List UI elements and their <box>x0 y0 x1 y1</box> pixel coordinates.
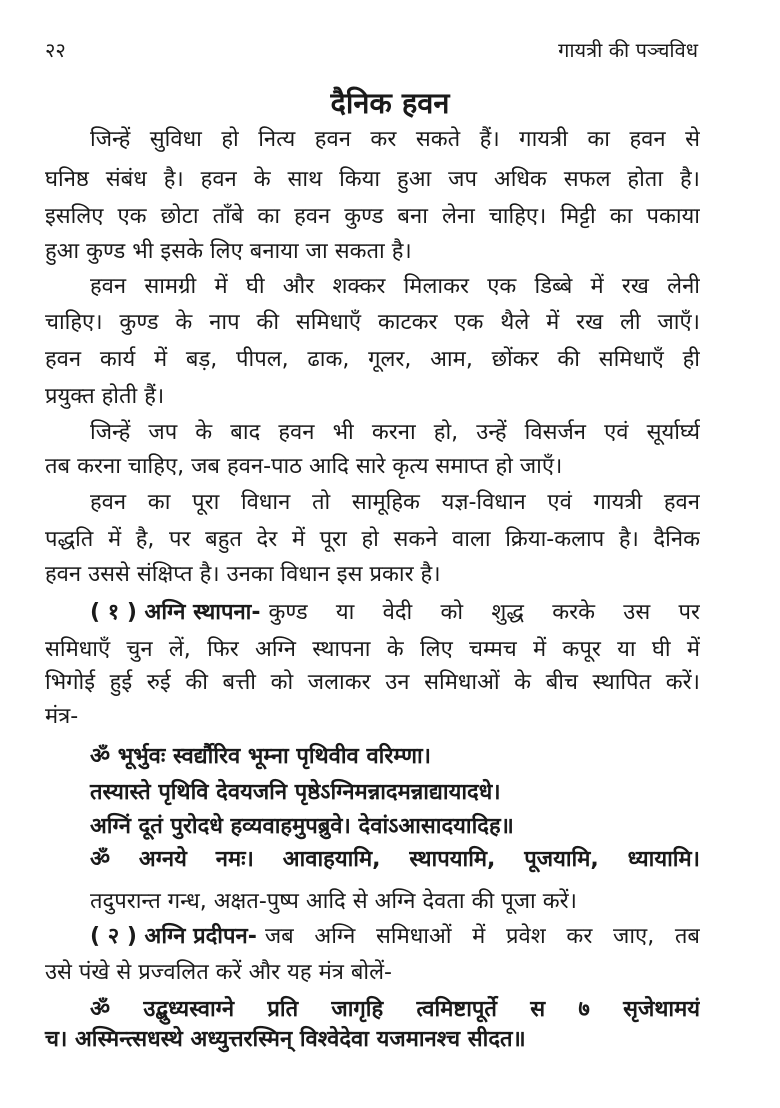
text-line: भिगोई हुई रुई की बत्ती को जलाकर उन समिधाओं के बीच स्थापित करें। <box>45 670 700 695</box>
text-line: हवन उससे संक्षिप्त है। उनका विधान इस प्रकार है। <box>45 562 441 587</box>
page-number: २२ <box>45 38 66 62</box>
mantra-line: तस्यास्ते पृथिवि देवयजनि पृष्ठेऽग्निमन्नादमन्नाद्यायादधे। <box>90 780 501 805</box>
text-line: इसलिए एक छोटा ताँबे का हवन कुण्ड बना लेना चाहिए। मिट्टी का पकाया <box>45 204 700 229</box>
mantra-label: मंत्र- <box>45 704 79 729</box>
page-title: दैनिक हवन <box>330 86 450 120</box>
text-line: समिधाएँ चुन लें, फिर अग्नि स्थापना के लिए चम्मच में कपूर या घी में <box>45 637 700 662</box>
text-line: हवन का पूरा विधान तो सामूहिक यज्ञ-विधान एवं गायत्री हवन <box>90 490 700 515</box>
running-title: गायत्री की पञ्चविध <box>558 38 698 62</box>
text-line: उसे पंखे से प्रज्वलित करें और यह मंत्र बोलें- <box>45 960 392 985</box>
text-line: हवन सामग्री में घी और शक्कर मिलाकर एक डिब्बे में रख लेनी <box>90 274 700 299</box>
text-line: घनिष्ठ संबंध है। हवन के साथ किया हुआ जप अधिक सफल होता है। <box>45 167 700 192</box>
mantra-line: अग्निं दूतं पुरोदधे हव्यवाहमुपब्रुवे। देवांऽआसादयादिह॥ <box>90 814 514 839</box>
text-line: तदुपरान्त गन्ध, अक्षत-पुष्प आदि से अग्नि देवता की पूजा करें। <box>90 889 577 914</box>
section-label: ( २ ) अग्नि प्रदीपन- <box>90 924 257 949</box>
mantra-line: च। अस्मिन्त्सधस्थे अध्युत्तरस्मिन् विश्वेदेवा यजमानश्च सीदत॥ <box>45 1027 526 1052</box>
text-line: चाहिए। कुण्ड के नाप की समिधाएँ काटकर एक थैले में रख ली जाएँ। <box>45 310 700 335</box>
text-line: हुआ कुण्ड भी इसके लिए बनाया जा सकता है। <box>45 239 412 264</box>
text-line: तब करना चाहिए, जब हवन-पाठ आदि सारे कृत्य समाप्त हो जाएँ। <box>45 454 563 479</box>
mantra-line: ॐ अग्नये नमः। आवाहयामि, स्थापयामि, पूजयामि, ध्यायामि। <box>90 847 700 872</box>
text-line <box>90 596 700 630</box>
text-line: जिन्हें जप के बाद हवन भी करना हो, उन्हें विसर्जन एवं सूर्यार्घ्य <box>90 420 700 445</box>
text-line: प्रयुक्त होती हैं। <box>45 384 165 409</box>
section-text: जब अग्नि समिधाओं में प्रवेश कर जाए, तब <box>264 924 700 949</box>
text-line: जिन्हें सुविधा हो नित्य हवन कर सकते हैं। गायत्री का हवन से <box>90 127 700 152</box>
section-text: कुण्ड या वेदी को शुद्ध करके उस पर <box>268 600 700 625</box>
mantra-line: ॐ भूर्भुवः स्वर्द्यौरिव भूम्ना पृथिवीव वरिम्णा। <box>90 744 432 769</box>
section-label: ( १ ) अग्नि स्थापना- <box>90 600 261 625</box>
text-line: हवन कार्य में बड़, पीपल, ढाक, गूलर, आम, छोंकर की समिधाएँ ही <box>45 347 700 372</box>
mantra-line: ॐ उद्बुध्यस्वाग्ने प्रति जागृहि त्वमिष्टापूर्ते स ७ सृजेथामयं <box>90 997 700 1022</box>
text-line: पद्धति में है, पर बहुत देर में पूरा हो सकने वाला क्रिया-कलाप है। दैनिक <box>45 527 700 552</box>
text-line <box>90 920 700 954</box>
